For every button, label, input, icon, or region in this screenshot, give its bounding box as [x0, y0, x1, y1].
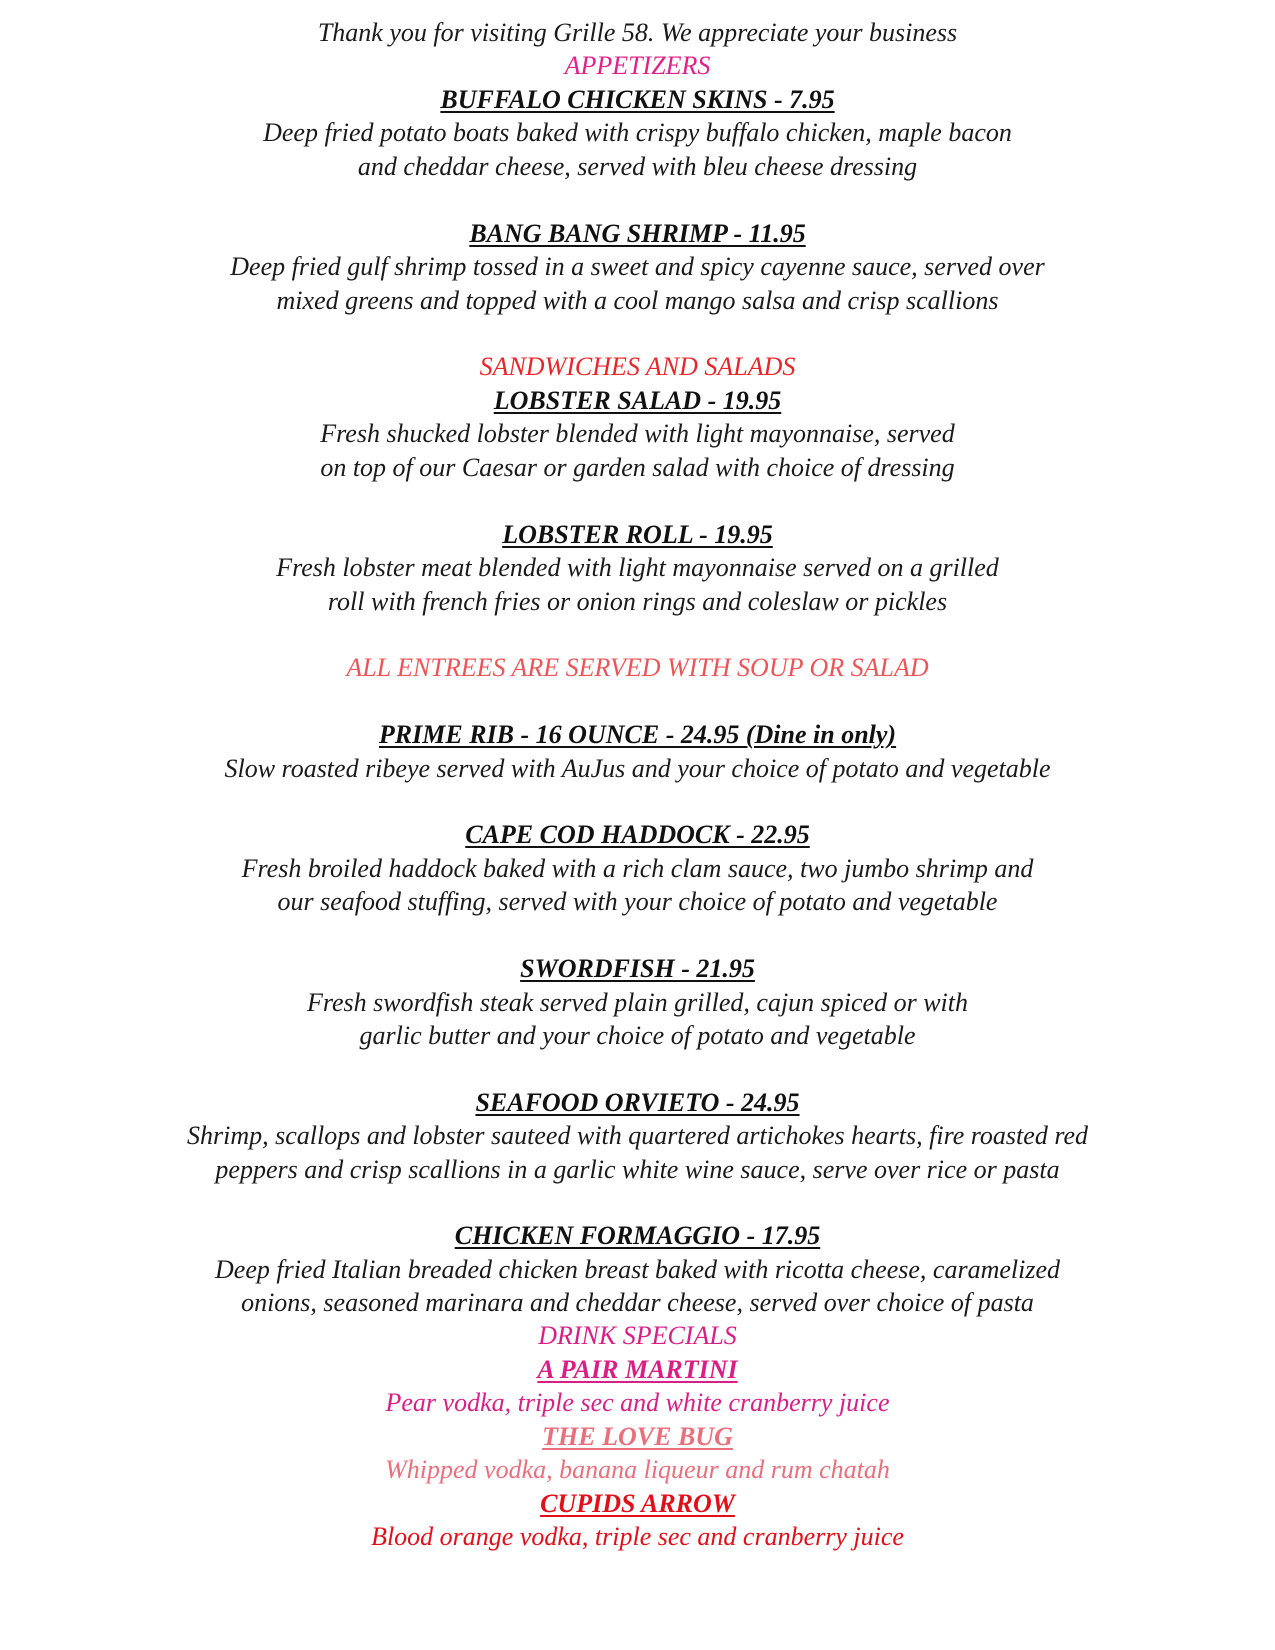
- thank-you-message: Thank you for visiting Grille 58. We appreciate your business: [317, 18, 958, 47]
- menu-item-title: SEAFOOD ORVIETO - 24.95: [475, 1088, 800, 1117]
- drink-specials-heading: DRINK SPECIALS: [538, 1321, 737, 1350]
- entrees-heading: ALL ENTREES ARE SERVED WITH SOUP OR SALAD: [346, 653, 929, 682]
- menu-item-description: our seafood stuffing, served with your choice of potato and vegetable: [277, 887, 998, 916]
- appetizers-heading: APPETIZERS: [564, 51, 711, 80]
- drink-title: CUPIDS ARROW: [540, 1489, 735, 1518]
- menu-item-description: garlic butter and your choice of potato and vegetable: [359, 1021, 916, 1050]
- drink-description: Whipped vodka, banana liqueur and rum chatah: [385, 1455, 890, 1484]
- menu-item-description: and cheddar cheese, served with bleu cheese dressing: [357, 152, 918, 181]
- drink-title: THE LOVE BUG: [542, 1422, 733, 1451]
- menu-item-title: BANG BANG SHRIMP - 11.95: [469, 219, 806, 248]
- drink-title: A PAIR MARTINI: [537, 1355, 738, 1384]
- menu-item-description: Deep fried gulf shrimp tossed in a sweet and spicy cayenne sauce, served over: [230, 252, 1045, 281]
- menu-item-description: Slow roasted ribeye served with AuJus and your choice of potato and vegetable: [224, 754, 1051, 783]
- menu-item-description: Deep fried Italian breaded chicken breast baked with ricotta cheese, caramelized: [215, 1255, 1060, 1284]
- menu-item-description: Fresh lobster meat blended with light mayonnaise served on a grilled: [276, 553, 999, 582]
- menu-item-description: Fresh swordfish steak served plain grilled, cajun spiced or with: [306, 988, 969, 1017]
- menu-item-description: on top of our Caesar or garden salad with choice of dressing: [320, 453, 955, 482]
- menu-item-title: LOBSTER SALAD - 19.95: [493, 386, 782, 415]
- menu-item-description: Fresh shucked lobster blended with light mayonnaise, served: [320, 419, 955, 448]
- drink-description: Blood orange vodka, triple sec and cranberry juice: [371, 1522, 904, 1551]
- menu-item-title: CHICKEN FORMAGGIO - 17.95: [454, 1221, 821, 1250]
- drink-description: Pear vodka, triple sec and white cranberry juice: [385, 1388, 890, 1417]
- sandwiches-heading: SANDWICHES AND SALADS: [479, 352, 796, 381]
- menu-item-description: Shrimp, scallops and lobster sauteed with quartered artichokes hearts, fire roasted red: [186, 1121, 1089, 1150]
- menu-item-title: BUFFALO CHICKEN SKINS - 7.95: [440, 85, 835, 114]
- menu-item-title: SWORDFISH - 21.95: [520, 954, 755, 983]
- menu-item-description: Deep fried potato boats baked with crispy buffalo chicken, maple bacon: [263, 118, 1012, 147]
- menu-item-title: PRIME RIB - 16 OUNCE - 24.95 (Dine in only): [378, 720, 897, 749]
- menu-item-description: onions, seasoned marinara and cheddar cheese, served over choice of pasta: [241, 1288, 1034, 1317]
- menu-item-title: LOBSTER ROLL - 19.95: [502, 520, 773, 549]
- menu-item-description: roll with french fries or onion rings and coleslaw or pickles: [327, 587, 948, 616]
- menu-item-description: mixed greens and topped with a cool mango salsa and crisp scallions: [276, 286, 999, 315]
- menu-item-description: peppers and crisp scallions in a garlic white wine sauce, serve over rice or pasta: [215, 1155, 1060, 1184]
- menu-item-description: Fresh broiled haddock baked with a rich clam sauce, two jumbo shrimp and: [241, 854, 1034, 883]
- menu-item-title: CAPE COD HADDOCK - 22.95: [465, 820, 810, 849]
